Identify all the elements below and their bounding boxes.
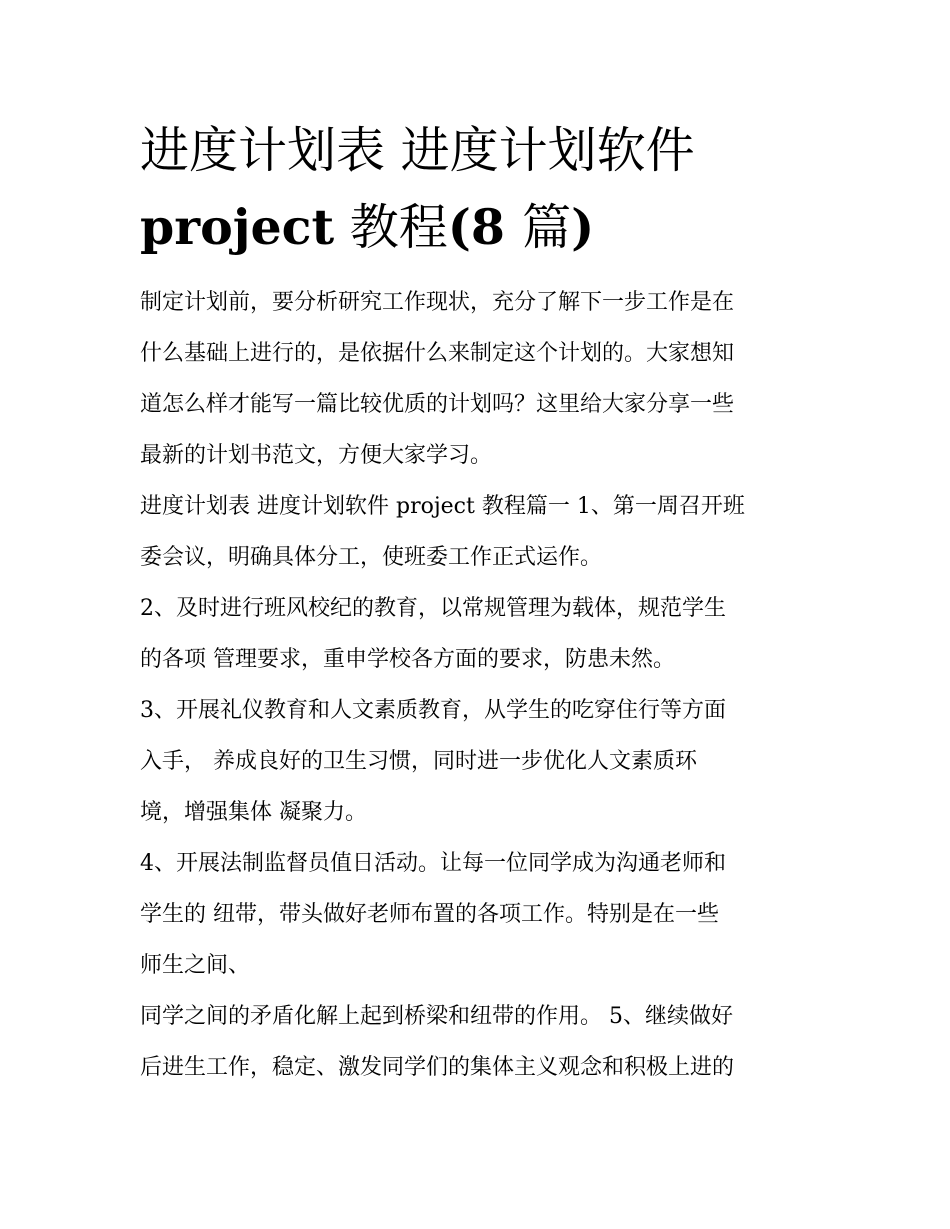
body-line: 师生之间、: [140, 953, 251, 978]
title-pian-word: 篇: [522, 199, 572, 256]
body-line: 委会议，明确具体分工，使班委工作正式运作。: [140, 545, 603, 570]
body-line: 制定计划前，要分析研究工作现状，充分了解下一步工作是在: [140, 290, 735, 315]
document-title: [140, 112, 840, 266]
body-line: 什么基础上进行的，是依据什么来制定这个计划的。大家想知: [140, 341, 735, 366]
body-line: 后进生工作，稳定、激发同学们的集体主义观念和积极上进的: [140, 1055, 735, 1080]
body-line: 道怎么样才能写一篇比较优质的计划吗？这里给大家分享一些: [140, 392, 735, 417]
title-tutorial-word: 教程: [334, 199, 448, 256]
document-body: [140, 277, 820, 1093]
body-line: 同学之间的矛盾化解上起到桥梁和纽带的作用。 5、继续做好: [140, 1004, 733, 1029]
body-line: 3、开展礼仪教育和人文素质教育，从学生的吃穿住行等方面: [140, 698, 726, 723]
title-count-close: ): [571, 198, 595, 256]
title-count-open: (8: [447, 198, 523, 256]
body-line: 进度计划表 进度计划软件 project 教程篇一 1、第一周召开班: [140, 494, 745, 519]
body-line: 的各项 管理要求，重申学校各方面的要求，防患未然。: [140, 647, 675, 672]
body-line: 4、开展法制监督员值日活动。让每一位同学成为沟通老师和: [140, 851, 726, 876]
body-line: 境，增强集体 凝聚力。: [140, 800, 367, 825]
body-line: 学生的 纽带，带头做好老师布置的各项工作。特别是在一些: [140, 902, 719, 927]
title-line-1: 进度计划表 进度计划软件: [140, 122, 695, 179]
body-line: 2、及时进行班风校纪的教育，以常规管理为载体，规范学生: [140, 596, 726, 621]
body-line: 入手， 养成良好的卫生习惯，同时进一步优化人文素质环: [140, 749, 697, 774]
title-project-word: project: [140, 198, 335, 256]
body-line: 最新的计划书范文，方便大家学习。: [140, 443, 493, 468]
